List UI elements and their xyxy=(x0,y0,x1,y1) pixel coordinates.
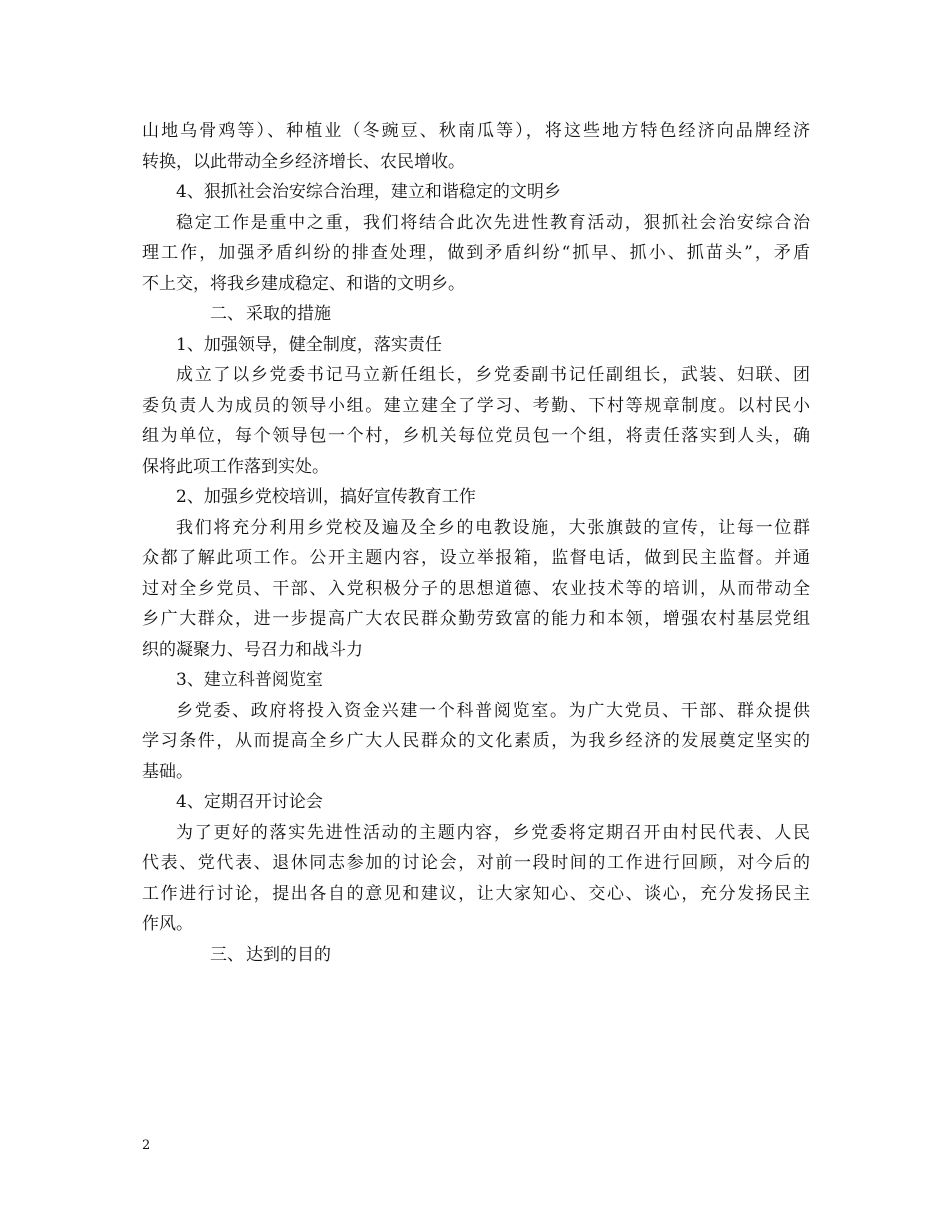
text-line: 工作进行讨论，提出各自的意见和建议，让大家知心、交心、谈心，充分发扬民主 xyxy=(142,883,810,904)
text-line: 过对全乡党员、干部、入党积极分子的思想道德、农业技术等的培训，从而带动全 xyxy=(142,578,810,599)
text-line: 代表、党代表、退休同志参加的讨论会，对前一段时间的工作进行回顾，对今后的 xyxy=(142,853,810,873)
document-body xyxy=(142,116,810,970)
text-line: 成立了以乡党委书记马立新任组长，乡党委副书记任副组长，武装、妇联、团 xyxy=(176,365,810,385)
text-line: 4、狠抓社会治安综合治理，建立和谐稳定的文明乡 xyxy=(176,182,561,202)
text-line: 理工作，加强矛盾纠纷的排查处理，做到矛盾纠纷“抓早、抓小、抓苗头”，矛盾 xyxy=(142,243,810,263)
section-heading xyxy=(142,940,810,971)
text-line: 2、加强乡党校培训，搞好宣传教育工作 xyxy=(176,487,476,507)
text-line: 为了更好的落实先进性活动的主题内容，乡党委将定期召开由村民代表、人民 xyxy=(176,822,810,843)
text-line: 作风。 xyxy=(142,914,193,934)
text-line: 转换，以此带动全乡经济增长、农民增收。 xyxy=(142,151,465,172)
section-title: 达到的目的 xyxy=(246,944,331,965)
section-heading xyxy=(142,299,810,330)
text-line: 4、定期召开讨论会 xyxy=(176,792,323,812)
section-number: 三、 xyxy=(210,944,244,965)
text-line: 学习条件，从而提高全乡广大人民群众的文化素质，为我乡经济的发展奠定坚实的 xyxy=(142,731,810,751)
text-line: 稳定工作是重中之重，我们将结合此次先进性教育活动，狠抓社会治安综合治 xyxy=(176,212,810,233)
text-line: 基础。 xyxy=(142,761,193,782)
text-line: 我们将充分利用乡党校及遍及全乡的电教设施，大张旗鼓的宣传，让每一位群 xyxy=(176,517,810,538)
text-line: 众都了解此项工作。公开主题内容，设立举报箱，监督电话，做到民主监督。并通 xyxy=(142,548,810,568)
text-line: 组为单位，每个领导包一个村，乡机关每位党员包一个组，将责任落实到人头，确 xyxy=(142,426,810,446)
section-number: 二、 xyxy=(210,304,244,324)
text-line: 山地乌骨鸡等）、种植业（冬豌豆、秋南瓜等），将这些地方特色经济向品牌经济 xyxy=(142,121,810,141)
text-line: 3、建立科普阅览室 xyxy=(176,670,323,690)
text-line: 不上交，将我乡建成稳定、和谐的文明乡。 xyxy=(142,273,465,294)
text-line: 1、加强领导，健全制度，落实责任 xyxy=(176,334,442,355)
text-line: 委负责人为成员的领导小组。建立建全了学习、考勤、下村等规章制度。以村民小 xyxy=(142,395,810,416)
text-line: 保将此项工作落到实处。 xyxy=(142,456,329,477)
text-line: 乡党委、政府将投入资金兴建一个科普阅览室。为广大党员、干部、群众提供 xyxy=(176,700,810,721)
text-line: 乡广大群众，进一步提高广大农民群众勤劳致富的能力和本领，增强农村基层党组 xyxy=(142,609,810,629)
page-number: 2 xyxy=(142,1138,151,1153)
text-line: 织的凝聚力、号召力和战斗力 xyxy=(142,639,363,660)
section-title: 采取的措施 xyxy=(246,304,331,324)
